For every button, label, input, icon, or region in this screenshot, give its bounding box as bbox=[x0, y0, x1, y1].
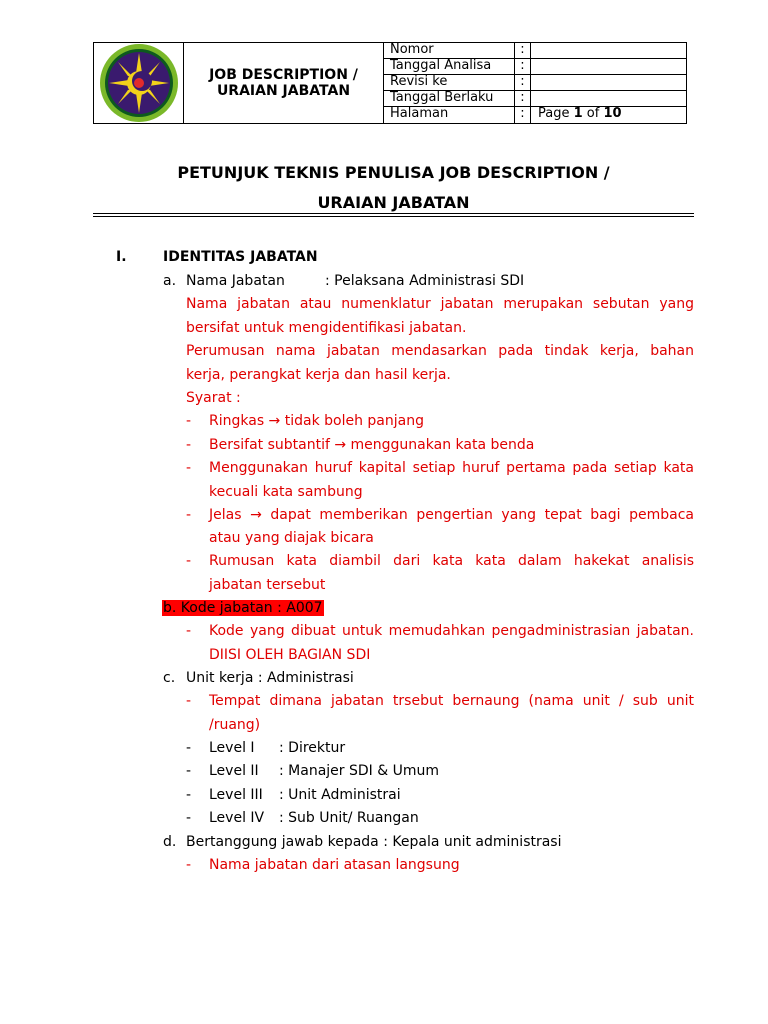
level-dash: - bbox=[186, 787, 192, 803]
document-header-table bbox=[93, 42, 687, 124]
level-dash: - bbox=[186, 740, 192, 756]
level-value: : Manajer SDI & Umum bbox=[279, 763, 439, 779]
item-c-marker: c. bbox=[163, 670, 176, 686]
level-value: : Unit Administrai bbox=[279, 787, 401, 803]
header-title-line1: JOB DESCRIPTION / bbox=[209, 67, 358, 83]
doc-title-line1: PETUNJUK TEKNIS PENULISA JOB DESCRIPTION / bbox=[177, 163, 610, 182]
bullet-text-cont: kecuali kata sambung bbox=[209, 484, 363, 500]
item-b-note-line1: Kode yang dibuat untuk memudahkan pengadministrasian jabatan. bbox=[209, 623, 694, 639]
bullet-text-cont: jabatan tersebut bbox=[209, 577, 326, 593]
doc-title-line2: URAIAN JABATAN bbox=[317, 193, 470, 212]
meta-colon: : bbox=[514, 91, 531, 106]
item-a-value: : Pelaksana Administrasi SDI bbox=[325, 273, 525, 289]
meta-table bbox=[384, 43, 686, 124]
bullet-text: Ringkas → tidak boleh panjang bbox=[209, 413, 424, 429]
item-a-note1-line2: bersifat untuk mengidentifikasi jabatan. bbox=[186, 320, 467, 336]
item-c-text: Unit kerja : Administrasi bbox=[186, 670, 354, 686]
syarat-label: Syarat : bbox=[186, 390, 241, 406]
page-of: of bbox=[582, 106, 604, 121]
meta-row-nomor bbox=[384, 43, 686, 59]
bullet-dash: - bbox=[186, 553, 192, 569]
level-name: Level II bbox=[209, 763, 259, 779]
meta-row-tanggal-analisa bbox=[384, 59, 686, 75]
level-name: Level III bbox=[209, 787, 263, 803]
bullet-dash: - bbox=[186, 437, 192, 453]
meta-colon: : bbox=[514, 43, 531, 58]
meta-label: Halaman bbox=[390, 106, 449, 121]
level-value: : Sub Unit/ Ruangan bbox=[279, 810, 419, 826]
header-title bbox=[184, 43, 384, 123]
item-b-note-line2: DIISI OLEH BAGIAN SDI bbox=[209, 647, 371, 663]
item-c-note-line1: Tempat dimana jabatan trsebut bernaung (nama unit / sub unit bbox=[209, 693, 694, 709]
bullet-dash: - bbox=[186, 623, 192, 639]
item-a-note2-line1: Perumusan nama jabatan mendasarkan pada tindak kerja, bahan bbox=[186, 343, 694, 359]
bullet-dash: - bbox=[186, 857, 192, 873]
level-dash: - bbox=[186, 763, 192, 779]
bullet-text: Bersifat subtantif → menggunakan kata benda bbox=[209, 437, 535, 453]
page-indicator bbox=[538, 106, 622, 121]
title-divider bbox=[93, 216, 694, 217]
level-name: Level I bbox=[209, 740, 255, 756]
item-a-note2-line2: kerja, perangkat kerja dan hasil kerja. bbox=[186, 367, 451, 383]
meta-row-revisi bbox=[384, 75, 686, 91]
meta-colon: : bbox=[514, 59, 531, 74]
item-a-note1-line1: Nama jabatan atau numenklatur jabatan merupakan sebutan yang bbox=[186, 296, 694, 312]
meta-label: Revisi ke bbox=[390, 74, 448, 89]
bullet-dash: - bbox=[186, 693, 192, 709]
level-value: : Direktur bbox=[279, 740, 346, 756]
bullet-dash: - bbox=[186, 460, 192, 476]
item-c-note-line2: /ruang) bbox=[209, 717, 261, 733]
meta-row-halaman bbox=[384, 107, 686, 124]
meta-label: Tanggal Berlaku bbox=[390, 90, 494, 105]
item-d-text: Bertanggung jawab kepada : Kepala unit administrasi bbox=[186, 834, 562, 850]
item-a-marker: a. bbox=[163, 273, 177, 289]
bullet-dash: - bbox=[186, 507, 192, 523]
total-pages: 10 bbox=[603, 106, 622, 121]
meta-colon: : bbox=[514, 107, 531, 124]
section-heading: IDENTITAS JABATAN bbox=[163, 249, 318, 265]
item-d-note: Nama jabatan dari atasan langsung bbox=[209, 857, 460, 873]
bullet-text: Menggunakan huruf kapital setiap huruf pertama pada setiap kata bbox=[209, 460, 694, 476]
logo-cell bbox=[94, 43, 184, 123]
item-d-marker: d. bbox=[163, 834, 177, 850]
item-a-label: Nama Jabatan bbox=[186, 273, 285, 289]
bullet-dash: - bbox=[186, 413, 192, 429]
item-b-highlighted: b. Kode jabatan : A007 bbox=[163, 600, 323, 616]
header-title-line2: URAIAN JABATAN bbox=[216, 83, 351, 99]
title-divider bbox=[93, 213, 694, 214]
bullet-text: Jelas → dapat memberikan pengertian yang tepat bagi pembaca bbox=[209, 507, 694, 523]
meta-colon: : bbox=[514, 75, 531, 90]
level-dash: - bbox=[186, 810, 192, 826]
page-prefix: Page bbox=[538, 106, 574, 121]
meta-row-tanggal-berlaku bbox=[384, 91, 686, 107]
meta-label: Nomor bbox=[390, 42, 434, 57]
current-page: 1 bbox=[573, 106, 583, 121]
section-number: I. bbox=[116, 249, 127, 265]
meta-label: Tanggal Analisa bbox=[390, 58, 492, 73]
bullet-text-cont: atau yang diajak bicara bbox=[209, 530, 374, 546]
level-name: Level IV bbox=[209, 810, 265, 826]
organization-emblem-icon bbox=[97, 43, 181, 123]
bullet-text: Rumusan kata diambil dari kata kata dalam hakekat analisis bbox=[209, 553, 694, 569]
